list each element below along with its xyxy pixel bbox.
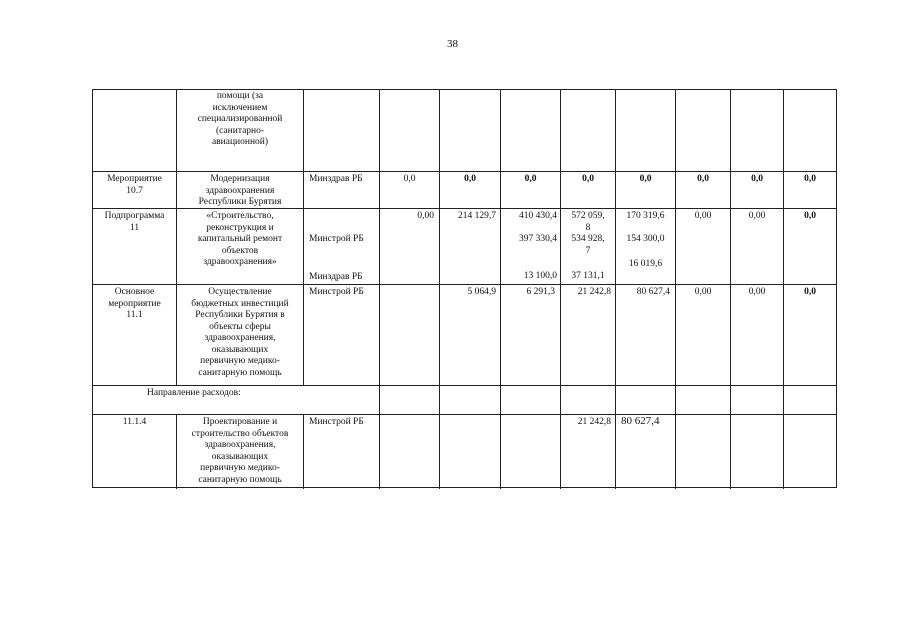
row5-col5: 80 627,4 bbox=[621, 415, 660, 427]
row2-name: «Строительство, реконструкция и капитальный ремонт объектов здравоохранения» bbox=[197, 211, 283, 267]
row1-name: Модернизация здравоохранения Республики Бурятия bbox=[198, 174, 282, 207]
row1-col6: 0,0 bbox=[697, 174, 709, 184]
row5-executor: Минстрой РБ bbox=[309, 417, 364, 427]
row2-code: Подпрограмма 11 bbox=[104, 211, 165, 233]
row1-col1: 0,0 bbox=[403, 174, 416, 184]
row1-executor: Минздрав РБ bbox=[309, 174, 363, 184]
row3-executor: Минстрой РБ bbox=[309, 287, 364, 297]
row2-executor-1: Минстрой РБ bbox=[309, 234, 364, 244]
row3-col6: 0,00 bbox=[694, 287, 712, 297]
row1-col2: 0,0 bbox=[464, 174, 476, 184]
row2-col5: 170 319,6 154 300,0 16 019,6 bbox=[626, 211, 665, 269]
expense-direction-label: Направление расходов: bbox=[147, 388, 241, 398]
row3-col3: 6 291,3 bbox=[526, 287, 555, 297]
row2-executor-2: Минздрав РБ bbox=[309, 272, 363, 282]
row2-col8: 0,0 bbox=[804, 211, 816, 221]
row0-name: помощи (за исключением специализированной (санитарно- авиационной) bbox=[197, 91, 283, 147]
row2-col3: 410 430,4 397 330,4 13 100,0 bbox=[519, 211, 557, 281]
row1-col3: 0,0 bbox=[524, 174, 537, 184]
row2-col7: 0,00 bbox=[748, 211, 766, 221]
budget-table bbox=[92, 89, 837, 488]
row3-col8: 0,0 bbox=[804, 287, 816, 297]
row2-col2: 214 129,7 bbox=[458, 211, 496, 221]
row1-col4: 0,0 bbox=[582, 174, 594, 184]
row2-col4: 572 059, 8 534 928, 7 37 131,1 bbox=[571, 211, 605, 281]
row2-col1: 0,00 bbox=[417, 211, 434, 221]
row3-col2: 5 064,9 bbox=[467, 287, 496, 297]
row1-col7: 0,0 bbox=[751, 174, 763, 184]
row5-col4: 21 242,8 bbox=[577, 417, 611, 427]
row5-name: Проектирование и строительство объектов здравоохранения, оказывающих первичную медико- санитарную помощь bbox=[191, 417, 289, 485]
row3-col5: 80 627,4 bbox=[636, 287, 670, 297]
row3-name: Осуществление бюджетных инвестиций Республики Бурятия в объекты сферы здравоохранения, оказывающих первичную медико- санитарную помощь bbox=[191, 287, 289, 378]
row1-code: Мероприятие 10.7 bbox=[107, 174, 162, 196]
row2-col6: 0,00 bbox=[694, 211, 712, 221]
row3-code: Основное мероприятие 11.1 bbox=[108, 287, 161, 320]
page-number: 38 bbox=[447, 38, 458, 50]
row1-col5: 0,0 bbox=[639, 174, 652, 184]
row3-col7: 0,00 bbox=[748, 287, 766, 297]
row1-col8: 0,0 bbox=[804, 174, 816, 184]
row5-code: 11.1.4 bbox=[122, 417, 147, 427]
row3-col4: 21 242,8 bbox=[577, 287, 611, 297]
